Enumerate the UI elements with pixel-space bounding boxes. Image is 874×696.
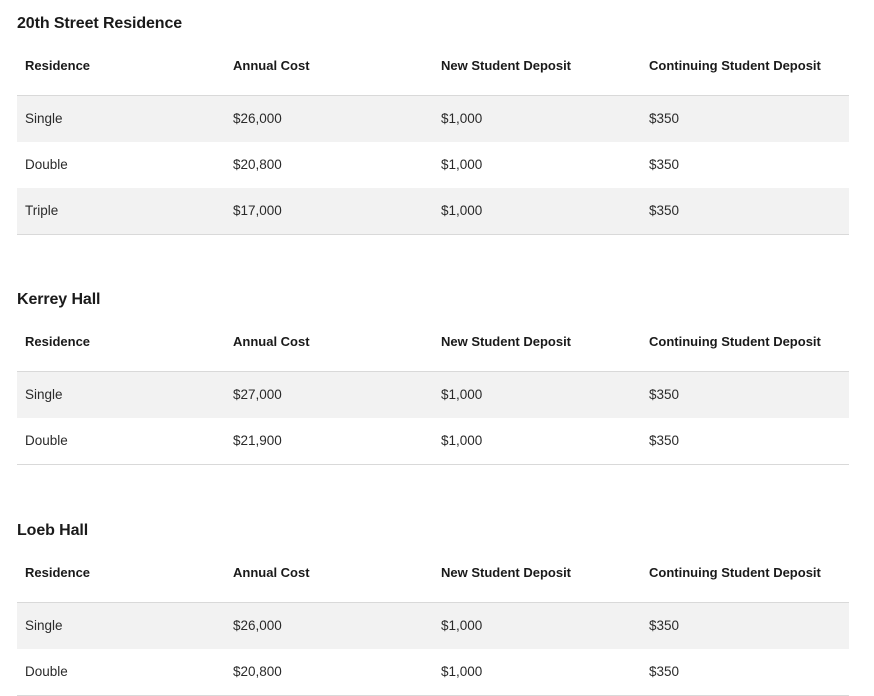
cell-new-student-deposit: $1,000 bbox=[433, 602, 641, 649]
column-header-annual-cost: Annual Cost bbox=[225, 556, 433, 602]
section-title: Loeb Hall bbox=[17, 522, 89, 539]
cell-continuing-student-deposit: $350 bbox=[641, 188, 849, 235]
cell-continuing-student-deposit: $350 bbox=[641, 418, 849, 465]
cell-residence: Double bbox=[17, 142, 225, 188]
cell-annual-cost: $27,000 bbox=[225, 371, 433, 418]
column-header-new-student-deposit: New Student Deposit bbox=[433, 325, 641, 371]
cell-annual-cost: $21,900 bbox=[225, 418, 433, 465]
cell-new-student-deposit: $1,000 bbox=[433, 649, 641, 696]
table-row bbox=[17, 418, 849, 465]
table-row bbox=[17, 188, 849, 235]
cell-residence: Single bbox=[17, 95, 225, 142]
table-row bbox=[17, 371, 849, 418]
section-title: 20th Street Residence bbox=[17, 15, 183, 32]
table-header-row bbox=[17, 325, 849, 371]
column-header-residence: Residence bbox=[17, 49, 225, 95]
table-header-row bbox=[17, 49, 849, 95]
column-header-continuing-student-deposit: Continuing Student Deposit bbox=[641, 325, 849, 371]
table-row bbox=[17, 142, 849, 188]
cell-annual-cost: $26,000 bbox=[225, 95, 433, 142]
column-header-residence: Residence bbox=[17, 556, 225, 602]
column-header-annual-cost: Annual Cost bbox=[225, 49, 433, 95]
cell-continuing-student-deposit: $350 bbox=[641, 602, 849, 649]
residence-section-kerrey-hall bbox=[17, 288, 849, 465]
cost-table bbox=[17, 556, 849, 696]
cost-table bbox=[17, 49, 849, 235]
table-row bbox=[17, 602, 849, 649]
column-header-residence: Residence bbox=[17, 325, 225, 371]
cell-continuing-student-deposit: $350 bbox=[641, 142, 849, 188]
cell-new-student-deposit: $1,000 bbox=[433, 142, 641, 188]
column-header-new-student-deposit: New Student Deposit bbox=[433, 556, 641, 602]
cell-residence: Double bbox=[17, 649, 225, 696]
cell-continuing-student-deposit: $350 bbox=[641, 371, 849, 418]
cell-continuing-student-deposit: $350 bbox=[641, 649, 849, 696]
table-header-row bbox=[17, 556, 849, 602]
residence-section-20th-street bbox=[17, 12, 849, 235]
table-row bbox=[17, 95, 849, 142]
table-row bbox=[17, 649, 849, 696]
residence-section-loeb-hall bbox=[17, 519, 849, 696]
cell-annual-cost: $17,000 bbox=[225, 188, 433, 235]
cell-annual-cost: $20,800 bbox=[225, 649, 433, 696]
cell-new-student-deposit: $1,000 bbox=[433, 188, 641, 235]
cell-residence: Single bbox=[17, 602, 225, 649]
column-header-continuing-student-deposit: Continuing Student Deposit bbox=[641, 556, 849, 602]
cell-continuing-student-deposit: $350 bbox=[641, 95, 849, 142]
cell-residence: Double bbox=[17, 418, 225, 465]
cell-new-student-deposit: $1,000 bbox=[433, 418, 641, 465]
cell-new-student-deposit: $1,000 bbox=[433, 371, 641, 418]
column-header-annual-cost: Annual Cost bbox=[225, 325, 433, 371]
cell-residence: Single bbox=[17, 371, 225, 418]
cell-annual-cost: $26,000 bbox=[225, 602, 433, 649]
column-header-new-student-deposit: New Student Deposit bbox=[433, 49, 641, 95]
cell-new-student-deposit: $1,000 bbox=[433, 95, 641, 142]
cell-annual-cost: $20,800 bbox=[225, 142, 433, 188]
cell-residence: Triple bbox=[17, 188, 225, 235]
cost-table bbox=[17, 325, 849, 465]
column-header-continuing-student-deposit: Continuing Student Deposit bbox=[641, 49, 849, 95]
section-title: Kerrey Hall bbox=[17, 291, 101, 308]
